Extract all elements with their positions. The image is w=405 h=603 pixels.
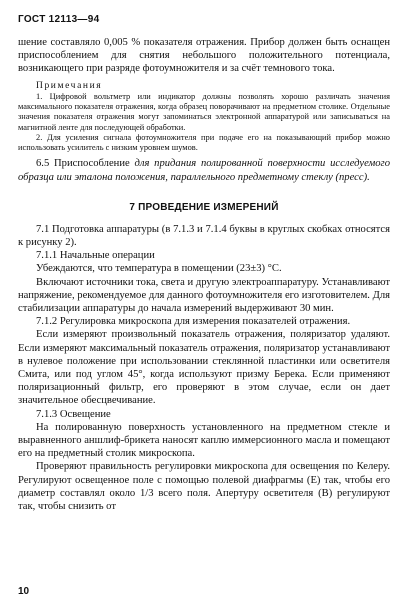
paragraph-7-1-3: 7.1.3 Освещение xyxy=(36,408,111,420)
clause-6-5-italic: для придания полированной поверхности исследуемого образца или эталона положения, параллельного предметному стеклу (пресс). xyxy=(18,158,390,183)
paragraph-temperature: Убеждаются, что температура в помещении (23±3) °С. xyxy=(36,263,282,275)
note-1: 1. Цифровой вольтметр или индикатор должны позволять хорошо различать значения максимального показателя отражения, когда образец поворачивают на предметном столике. Отдельные значения показателя отражения могут запоминаться электронной аппаратурой или записываться на магнитной ленте для последующей обработки. xyxy=(18,91,390,132)
paragraph-power-on: Включают источники тока, света и другую электроаппаратуру. Устанавливают напряжение, рекомендуемое для данного фотоумножителя его изготовителем. Для стабилизации аппаратуры до начала измерений выдерживают 30 мин. xyxy=(18,276,390,315)
paragraph-kohler: Проверяют правильность регулировки микроскопа для освещения по Келеру. Регулируют освещенное поле с помощью полевой диафрагмы (Е) так, чтобы его диаметр составлял около 1/3 всего поля. Апертуру осветителя (В) регулируют так, чтобы снизить от xyxy=(18,461,390,513)
page-content xyxy=(18,36,390,513)
intro-paragraph: шение составляло 0,005 % показателя отражения. Прибор должен быть оснащен приспособлением для снятия небольшого положительного потенциала, возникающего при разряде фотоумножителя и за счёт темнового тока. xyxy=(18,37,390,75)
paragraph-7-1: 7.1 Подготовка аппаратуры (в 7.1.3 и 7.1.4 буквы в круглых скобках относятся к рисунку 2). xyxy=(18,223,390,248)
notes-title: Примечания xyxy=(36,80,103,91)
note-2: 2. Для усиления сигнала фотоумножителя при подаче его на показывающий прибор можно использовать усилитель с низким уровнем шумов. xyxy=(18,132,390,153)
clause-6-5-plain: 6.5 Приспособление xyxy=(36,158,135,170)
page-header: ГОСТ 12113—94 xyxy=(18,14,100,25)
clause-6-5 xyxy=(18,157,390,183)
section-title: 7 ПРОВЕДЕНИЕ ИЗМЕРЕНИЙ xyxy=(129,201,279,213)
paragraph-7-1-2: 7.1.2 Регулировка микроскопа для измерения показателей отражения. xyxy=(36,316,351,328)
paragraph-7-1-1: 7.1.1 Начальные операции xyxy=(36,250,155,262)
page-number: 10 xyxy=(18,586,30,597)
paragraph-immersion: На полированную поверхность установленного на предметном стекле и выравненного аншлиф-брикета наносят каплю иммерсионного масла и помещают его на предметный столик микроскопа. xyxy=(18,421,390,460)
paragraph-polarizer: Если измеряют произвольный показатель отражения, поляризатор удаляют. Если измеряют максимальный показатель отражения, поляризатор устанавливают в нулевое положение при использовании стеклянной пластинки или осветителя Смита, или под углом 45°, когда используют призму Берека. Если применяют поляризационный фильтр, его проверяют в этом случае, если он дает значительное обесцвечивание. xyxy=(18,329,390,407)
